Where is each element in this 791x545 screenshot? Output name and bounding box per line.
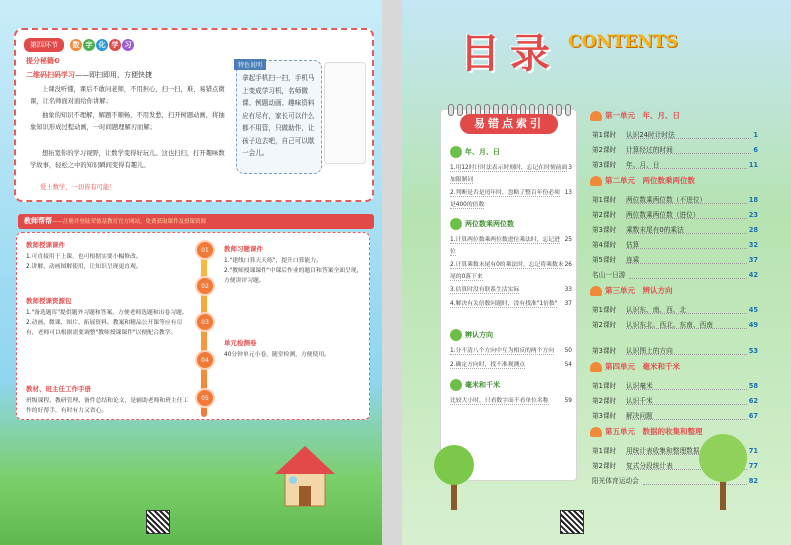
toc-lesson-label: 第3课时: [592, 412, 617, 420]
section-bubble: 字: [83, 39, 95, 51]
toc-page-number: 1: [753, 131, 758, 139]
toc-row[interactable]: [592, 303, 758, 317]
toc-page-number: 11: [748, 161, 758, 169]
toc-lesson-title: 两位数乘两位数（进位）: [626, 208, 747, 219]
section-title: 教材、班主任工作手册: [26, 385, 91, 393]
section-body: 1.可直接用于上课，也可根据实要小幅修改。 2.讲解、动画图解使用，让知识呈现更直观。: [26, 254, 142, 270]
notebook-ring: [565, 104, 571, 116]
intro-paragraph-1: 上课没听懂，课后不敢问老师，不用担心，扫一扫，难、易错点微课，让名师面对面给你讲解；: [30, 86, 225, 105]
toc-page-number: 28: [748, 226, 758, 234]
contents-word: CONTENTS: [568, 32, 678, 52]
index-item-page: 3: [568, 165, 572, 171]
section-title: 单元检测卷: [224, 339, 257, 347]
toc-unit-heading[interactable]: [590, 285, 673, 296]
toc-row[interactable]: [592, 318, 758, 332]
notebook-ring: [457, 104, 463, 116]
toc-row[interactable]: [592, 128, 758, 142]
toc-lesson-title: 认识图上的方向: [626, 344, 747, 355]
toc-lesson-title: [629, 268, 746, 279]
toc-row[interactable]: [592, 253, 758, 267]
feature-text: 拿起手机扫一扫，手机马上变成学习机，名师微课、例题动画、趣味资料应有尽有，家长可以什么都不用管，只做助作，让孩子边去吧，自己可以歇一会儿。: [242, 74, 315, 157]
toc-page-number: 53: [748, 347, 758, 355]
toc-page-number: 6: [753, 146, 758, 154]
toc-row[interactable]: [592, 143, 758, 157]
teacher-help-bar: 教师帮帮——注册并登陆荣德基教育官方网站，免费获取课件及授课资源: [18, 214, 374, 229]
index-item[interactable]: [450, 235, 572, 258]
toc-row[interactable]: [592, 238, 758, 252]
toc-lesson-label: 第3课时: [592, 347, 617, 355]
toc-lesson-label: 第2课时: [592, 146, 617, 154]
toc-lesson-title: 连乘: [626, 253, 747, 264]
index-unit-heading: [450, 379, 500, 391]
toc-row[interactable]: [592, 268, 758, 282]
toc-row[interactable]: [592, 379, 758, 393]
index-item[interactable]: [450, 346, 572, 358]
toc-unit-name: 第五单元 数据的收集和整理: [605, 427, 703, 436]
toc-page-number: 71: [748, 447, 758, 455]
toc-row[interactable]: [592, 344, 758, 358]
toc-lesson-label: 第2课时: [592, 321, 617, 329]
toc-lesson-title: 年、月、日: [626, 158, 747, 169]
tree-illustration: [425, 440, 485, 510]
toc-page-number: 18: [748, 196, 758, 204]
index-item-text: 4.解决有关倍数问题时，没有找准"1倍数": [450, 301, 558, 307]
toc-row[interactable]: [592, 409, 758, 423]
toc-lesson-label: 第1课时: [592, 447, 617, 455]
index-item-text: 2.判断是否是闰年时，忽略了整百年份必须是400的倍数: [450, 190, 560, 208]
toc-lesson-title: 乘数末尾有0的乘法: [626, 223, 747, 234]
section-body: 班级课程、教研管理、备件总结和论文，是辅助老师和班主任工作的好帮手，有时有力又省心。: [26, 398, 189, 414]
section-bubbles: [70, 39, 134, 51]
toc-lesson-title: 认识毫米: [626, 379, 747, 390]
tree-illustration: [690, 430, 760, 510]
index-item-page: 54: [564, 362, 572, 368]
leaf-icon: [450, 218, 462, 230]
toc-unit-heading[interactable]: [590, 175, 695, 186]
section-body: 1."备选题库"提供题外习题和答案，方便老师选题和出卷习题。 2.动画、微课、图片、拓展资料、教案和精品公开课等应有尽有，老师可以根据需要调整"教师授课课件"以便配合教学。: [26, 310, 188, 336]
toc-lesson-label: 第3课时: [592, 161, 617, 169]
section-header: [24, 38, 134, 52]
section-title: 教师授课课件: [26, 241, 65, 249]
index-unit-heading: [450, 218, 514, 230]
section-title: 教师授课资源包: [26, 297, 72, 305]
leaf-icon: [450, 146, 462, 158]
toc-lesson-title: 认识千米: [626, 394, 747, 405]
index-unit-name: 辨认方向: [465, 331, 493, 339]
toc-lesson-label: 阳光体育运动会: [592, 477, 639, 485]
index-item-text: 2.计算乘数末尾有0的乘法时，忘记将乘数末尾的0落下来: [450, 262, 564, 280]
toc-page-number: 58: [748, 382, 758, 390]
index-unit-name: 两位数乘两位数: [465, 220, 514, 228]
notebook-ring: [556, 104, 562, 116]
error-index-title: 易错点索引: [460, 114, 558, 134]
qr-code: [560, 510, 584, 534]
toc-page-number: 37: [748, 256, 758, 264]
intro-paragraph-3: 想拓宽你的学习视野，让数学变得好玩儿。这也扫扫，打开趣味数学故事，轻松之中的知识瞬间变得有趣儿。: [30, 150, 225, 169]
mushroom-icon: [590, 286, 602, 296]
section-title: 教师习题课件: [224, 245, 263, 253]
intro-slogan: 爱上数学，一切皆有可能！: [40, 184, 116, 191]
toc-unit-name: 第一单元 年、月、日: [605, 111, 680, 120]
toc-unit-heading[interactable]: [590, 110, 680, 121]
section-body: 1."建线口算天天练"，提升口算能力。 2."教师授课课件"中课后作业的题目和答案全面呈现，方便讲评习题。: [224, 258, 363, 284]
step-number: 05: [195, 388, 215, 408]
toc-unit-name: 第三单元 辨认方向: [605, 286, 673, 295]
toc-page-number: 42: [748, 271, 758, 279]
toc-lesson-label: 第3课时: [592, 226, 617, 234]
index-item-text: 比较大小时，只看数字而不看单位名称: [450, 398, 549, 404]
toc-unit-heading[interactable]: [590, 426, 703, 437]
index-item-page: 25: [564, 237, 572, 243]
index-item-page: 26: [564, 262, 572, 268]
step-number: 03: [195, 312, 215, 332]
toc-lesson-title: 用统计表收集和整理数据: [626, 444, 747, 455]
toc-page-number: 45: [748, 306, 758, 314]
index-unit-heading: [450, 329, 493, 341]
mushroom-icon: [590, 362, 602, 372]
leaf-icon: [450, 379, 462, 391]
notebook-ring: [448, 104, 454, 116]
toc-lesson-title: 估算: [626, 238, 747, 249]
toc-page-number: 23: [748, 211, 758, 219]
section-bubble: 化: [96, 39, 108, 51]
section-bubble: 学: [109, 39, 121, 51]
index-item[interactable]: [450, 360, 572, 372]
toc-page-number: 62: [748, 397, 758, 405]
toc-row[interactable]: [592, 394, 758, 408]
step-number: 02: [195, 276, 215, 296]
index-item[interactable]: [450, 396, 572, 408]
toc-unit-heading[interactable]: [590, 361, 680, 372]
toc-unit-name: 第四单元 毫米和千米: [605, 362, 680, 371]
step-number: 04: [195, 350, 215, 370]
section-tag: 第四环节: [24, 38, 64, 52]
index-unit-heading: [450, 146, 500, 158]
toc-lesson-label: 第1课时: [592, 306, 617, 314]
headline: 二维码扫码学习——即扫即用，方便快捷: [26, 71, 152, 79]
mushroom-icon: [590, 111, 602, 121]
toc-page-number: 77: [748, 462, 758, 470]
mushroom-icon: [590, 427, 602, 437]
index-unit-name: 年、月、日: [465, 148, 500, 156]
index-item-text: 1.分不清八个方向中互为相反的两个方向: [450, 348, 555, 354]
toc-lesson-title: 认识24时计时法: [626, 128, 751, 139]
section-body: 40分钟单元小卷，随堂检测，方便使用。: [224, 352, 330, 358]
toc-lesson-title: 认识东北、西北、东南、西南: [626, 318, 747, 329]
page-title: 目录: [460, 31, 560, 77]
index-item[interactable]: [450, 188, 572, 211]
index-item-page: 33: [564, 287, 572, 293]
qr-code: [146, 510, 170, 534]
step-number: 01: [195, 240, 215, 260]
toc-page-number: 82: [748, 477, 758, 485]
toc-lesson-title: 解决问题: [626, 409, 747, 420]
index-item-text: 2.确定方向时，找不准观测点: [450, 362, 526, 368]
toc-lesson-label: 第1课时: [592, 382, 617, 390]
toc-unit-name: 第二单元 两位数乘两位数: [605, 176, 695, 185]
index-item[interactable]: [450, 260, 572, 283]
toc-lesson-label: 第1课时: [592, 131, 617, 139]
toc-lesson-label: 第2课时: [592, 211, 617, 219]
toc-lesson-title: 计算经过的时间: [626, 143, 751, 154]
toc-lesson-label: 第2课时: [592, 462, 617, 470]
index-item-page: 50: [564, 348, 572, 354]
toc-row[interactable]: [592, 208, 758, 222]
toc-lesson-label: 第4课时: [592, 241, 617, 249]
section-bubble: 习: [122, 39, 134, 51]
tip-subtitle: 提分秘籍❸: [26, 57, 60, 65]
toc-lesson-label: 第1课时: [592, 196, 617, 204]
toc-page-number: 32: [748, 241, 758, 249]
index-unit-name: 毫米和千米: [465, 381, 500, 389]
toc-row[interactable]: [592, 193, 758, 207]
intro-paragraph-2: 抽象的知识不理解，解题不顺畅，不用发愁，扫开树题动画，将抽象知识形成过程动画，一时间题理解刃而解；: [30, 112, 225, 131]
toc-lesson-label: 名山一日游: [592, 271, 626, 279]
index-item-text: 1.用12时计时法表示时刻时，忘记在时刻前面加限制词: [450, 165, 568, 183]
toc-lesson-title: 两位数乘两位数（不进位）: [626, 193, 747, 204]
index-item-page: 37: [564, 301, 572, 307]
index-item-text: 1.计算两位数乘两位数进位乘法时，忘记进位: [450, 237, 560, 255]
index-item[interactable]: [450, 285, 572, 297]
mushroom-house-illustration: [265, 440, 345, 510]
index-item-text: 3.估算时没有联系生活实际: [450, 287, 520, 293]
toc-lesson-title: 复式分段统计表: [626, 459, 747, 470]
leaf-icon: [450, 329, 462, 341]
index-item-page: 59: [564, 398, 572, 404]
toc-lesson-label: 第2课时: [592, 397, 617, 405]
phone-illustration: [324, 62, 366, 164]
toc-page-number: 49: [748, 321, 758, 329]
section-bubble: 数: [70, 39, 82, 51]
index-item[interactable]: [450, 299, 572, 311]
toc-page-number: 67: [748, 412, 758, 420]
index-item-page: 13: [564, 190, 572, 196]
index-item[interactable]: [450, 163, 572, 186]
toc-row[interactable]: [592, 223, 758, 237]
toc-row[interactable]: [592, 158, 758, 172]
toc-lesson-label: 第5课时: [592, 256, 617, 264]
feature-title: 特色说明: [234, 59, 266, 70]
toc-lesson-title: 认识东、南、西、北: [626, 303, 747, 314]
mushroom-icon: [590, 176, 602, 186]
